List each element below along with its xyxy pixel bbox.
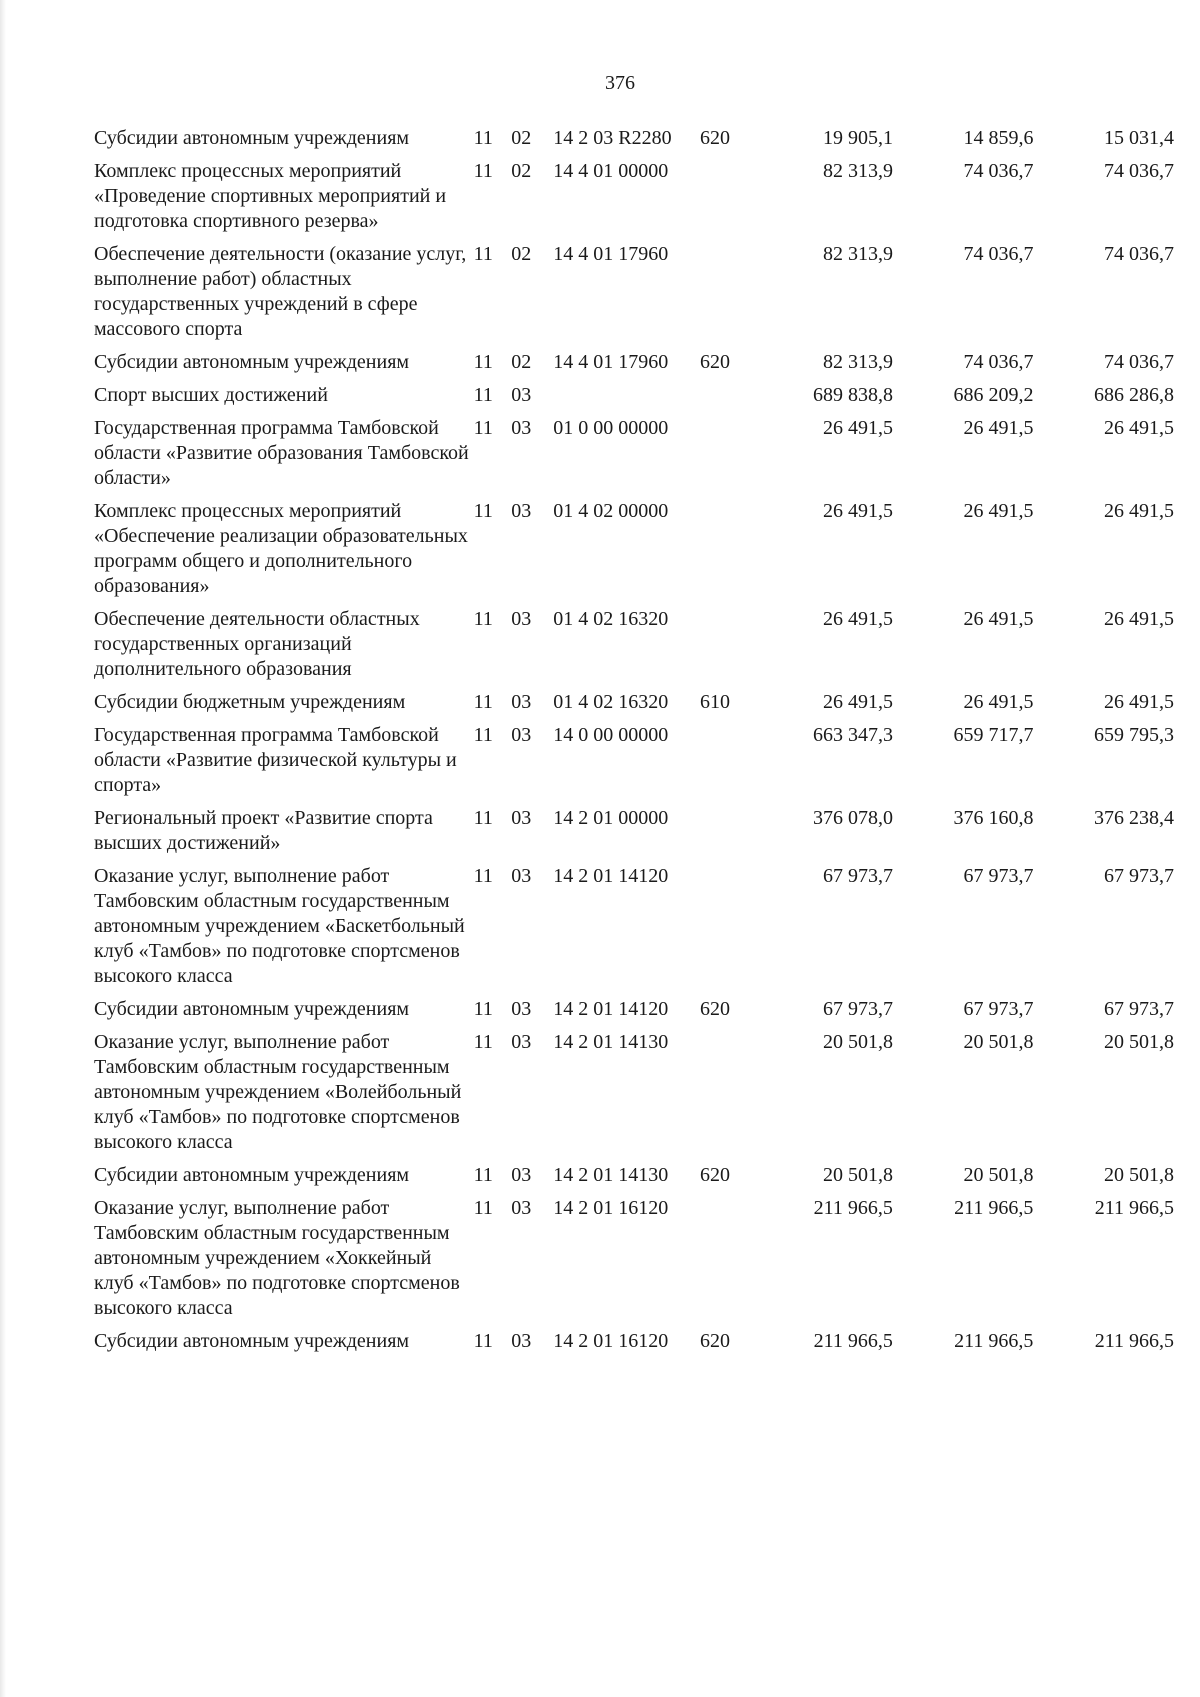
- row-target-code: 14 2 01 14130: [553, 1164, 669, 1186]
- row-target-code: 14 4 01 00000: [553, 160, 669, 182]
- row-value-year-3: 74 036,7: [1104, 243, 1174, 265]
- row-target-code: 14 2 01 14130: [553, 1031, 669, 1053]
- row-name: Оказание услуг, выполнение работ Тамбовским областным государственным автономным учреждением «Хоккейный клуб «Тамбов» по подготовке спортсменов высокого класса: [94, 1197, 460, 1319]
- table-row: [94, 242, 1174, 350]
- row-name: Комплекс процессных мероприятий «Обеспечение реализации образовательных программ общего и дополнительного образования»: [94, 500, 468, 597]
- row-value-year-3: 20 501,8: [1104, 1164, 1174, 1186]
- row-value-year-2: 74 036,7: [963, 243, 1034, 265]
- table-row: [94, 1163, 1174, 1196]
- row-podrazdel: 03: [511, 1197, 532, 1219]
- row-value-year-1: 67 973,7: [822, 865, 893, 887]
- row-razdel: 11: [473, 998, 493, 1020]
- row-razdel: 11: [473, 1031, 493, 1053]
- row-target-code: 14 2 01 16120: [553, 1330, 669, 1352]
- row-razdel: 11: [473, 243, 493, 265]
- row-razdel: 11: [473, 1330, 493, 1352]
- row-value-year-2: 376 160,8: [953, 807, 1034, 829]
- row-target-code: 14 2 01 14120: [553, 998, 669, 1020]
- row-value-year-2: 74 036,7: [963, 160, 1034, 182]
- row-name: Субсидии автономным учреждениям: [94, 1330, 410, 1352]
- row-value-year-3: 74 036,7: [1104, 160, 1174, 182]
- row-value-year-2: 659 717,7: [953, 724, 1034, 746]
- table-row: [94, 1329, 1174, 1362]
- row-razdel: 11: [473, 417, 493, 439]
- row-podrazdel: 03: [511, 1031, 532, 1053]
- row-name: Субсидии автономным учреждениям: [94, 127, 410, 149]
- row-name: Региональный проект «Развитие спорта высших достижений»: [94, 807, 433, 854]
- row-razdel: 11: [473, 724, 493, 746]
- row-value-year-2: 14 859,6: [963, 127, 1034, 149]
- row-target-code: 01 0 00 00000: [553, 417, 669, 439]
- row-target-code: 14 0 00 00000: [553, 724, 669, 746]
- table-row: [94, 159, 1174, 242]
- row-podrazdel: 03: [511, 724, 532, 746]
- row-value-year-2: 67 973,7: [963, 998, 1034, 1020]
- row-razdel: 11: [473, 384, 493, 406]
- table-row: [94, 607, 1174, 690]
- row-value-year-2: 26 491,5: [963, 500, 1034, 522]
- row-value-year-2: 26 491,5: [963, 608, 1034, 630]
- row-value-year-2: 26 491,5: [963, 691, 1034, 713]
- row-value-year-1: 26 491,5: [822, 500, 893, 522]
- row-razdel: 11: [473, 608, 493, 630]
- row-target-code: 14 2 03 R2280: [553, 127, 672, 149]
- table-row: [94, 690, 1174, 723]
- row-podrazdel: 03: [511, 807, 532, 829]
- row-value-year-2: 211 966,5: [954, 1330, 1034, 1352]
- row-expense-type: 610: [700, 691, 731, 713]
- row-value-year-3: 211 966,5: [1094, 1330, 1174, 1352]
- row-razdel: 11: [473, 160, 493, 182]
- row-target-code: 01 4 02 16320: [553, 608, 669, 630]
- row-value-year-2: 67 973,7: [963, 865, 1034, 887]
- row-value-year-1: 20 501,8: [822, 1031, 893, 1053]
- row-podrazdel: 02: [511, 351, 532, 373]
- table-row: [94, 864, 1174, 997]
- row-name: Комплекс процессных мероприятий «Проведение спортивных мероприятий и подготовка спортивного резерва»: [94, 160, 447, 232]
- row-value-year-3: 26 491,5: [1104, 608, 1174, 630]
- row-razdel: 11: [473, 500, 493, 522]
- row-podrazdel: 03: [511, 1330, 532, 1352]
- row-razdel: 11: [473, 691, 493, 713]
- row-expense-type: [700, 806, 752, 864]
- budget-table-body: [94, 126, 1174, 1362]
- row-podrazdel: 02: [511, 160, 532, 182]
- table-row: [94, 126, 1174, 159]
- row-target-code: 01 4 02 00000: [553, 500, 669, 522]
- row-podrazdel: 02: [511, 243, 532, 265]
- row-target-code: 14 2 01 00000: [553, 807, 669, 829]
- row-value-year-1: 663 347,3: [812, 724, 893, 746]
- row-value-year-1: 82 313,9: [822, 243, 893, 265]
- row-expense-type: 620: [700, 127, 731, 149]
- row-expense-type: 620: [700, 1330, 731, 1352]
- row-value-year-3: 26 491,5: [1104, 691, 1174, 713]
- row-expense-type: [700, 607, 752, 690]
- table-row: [94, 499, 1174, 607]
- row-expense-type: [700, 499, 752, 607]
- row-value-year-1: 689 838,8: [812, 384, 893, 406]
- row-name: Субсидии автономным учреждениям: [94, 351, 410, 373]
- row-razdel: 11: [473, 127, 493, 149]
- row-expense-type: [700, 242, 752, 350]
- row-value-year-3: 20 501,8: [1104, 1031, 1174, 1053]
- table-row: [94, 1196, 1174, 1329]
- row-podrazdel: 03: [511, 417, 532, 439]
- row-value-year-1: 82 313,9: [822, 160, 893, 182]
- row-podrazdel: 03: [511, 384, 532, 406]
- row-name: Субсидии бюджетным учреждениям: [94, 691, 406, 713]
- row-expense-type: 620: [700, 351, 731, 373]
- row-podrazdel: 03: [511, 608, 532, 630]
- row-podrazdel: 03: [511, 1164, 532, 1186]
- row-podrazdel: 03: [511, 691, 532, 713]
- table-row: [94, 350, 1174, 383]
- row-expense-type: [700, 1030, 752, 1163]
- row-value-year-2: 20 501,8: [963, 1031, 1034, 1053]
- row-expense-type: [700, 864, 752, 997]
- row-value-year-1: 26 491,5: [822, 691, 893, 713]
- row-value-year-3: 26 491,5: [1104, 417, 1174, 439]
- row-podrazdel: 03: [511, 998, 532, 1020]
- row-razdel: 11: [473, 807, 493, 829]
- row-expense-type: [700, 383, 752, 416]
- row-name: Оказание услуг, выполнение работ Тамбовским областным государственным автономным учреждением «Баскетбольный клуб «Тамбов» по подготовке спортсменов высокого класса: [94, 865, 465, 987]
- row-value-year-3: 15 031,4: [1104, 127, 1174, 149]
- row-value-year-2: 686 209,2: [953, 384, 1034, 406]
- row-target-code: 14 4 01 17960: [553, 243, 669, 265]
- row-name: Обеспечение деятельности областных государственных организаций дополнительного образования: [94, 608, 420, 680]
- row-expense-type: 620: [700, 1164, 731, 1186]
- row-value-year-2: 26 491,5: [963, 417, 1034, 439]
- row-value-year-1: 20 501,8: [822, 1164, 893, 1186]
- row-value-year-2: 211 966,5: [954, 1197, 1034, 1219]
- row-razdel: 11: [473, 351, 493, 373]
- row-value-year-3: 686 286,8: [1094, 384, 1174, 406]
- row-target-code: 14 2 01 16120: [553, 1197, 669, 1219]
- row-name: Субсидии автономным учреждениям: [94, 1164, 410, 1186]
- budget-table: [94, 126, 1174, 1362]
- row-name: Спорт высших достижений: [94, 384, 328, 406]
- row-name: Субсидии автономным учреждениям: [94, 998, 410, 1020]
- row-value-year-2: 74 036,7: [963, 351, 1034, 373]
- row-podrazdel: 03: [511, 865, 532, 887]
- row-value-year-1: 19 905,1: [822, 127, 893, 149]
- table-row: [94, 723, 1174, 806]
- row-value-year-1: 211 966,5: [813, 1330, 893, 1352]
- row-name: Государственная программа Тамбовской области «Развитие физической культуры и спорта»: [94, 724, 457, 796]
- row-value-year-3: 67 973,7: [1104, 865, 1174, 887]
- row-value-year-1: 67 973,7: [822, 998, 893, 1020]
- row-expense-type: [700, 1196, 752, 1329]
- row-razdel: 11: [473, 1164, 493, 1186]
- row-value-year-1: 26 491,5: [822, 417, 893, 439]
- row-value-year-1: 26 491,5: [822, 608, 893, 630]
- row-expense-type: [700, 416, 752, 499]
- row-value-year-3: 67 973,7: [1104, 998, 1174, 1020]
- row-value-year-1: 211 966,5: [813, 1197, 893, 1219]
- row-target-code: 01 4 02 16320: [553, 691, 669, 713]
- row-value-year-3: 74 036,7: [1104, 351, 1174, 373]
- row-razdel: 11: [473, 1197, 493, 1219]
- row-name: Государственная программа Тамбовской области «Развитие образования Тамбовской области»: [94, 417, 469, 489]
- row-value-year-1: 376 078,0: [812, 807, 893, 829]
- page-number: 376: [605, 72, 635, 94]
- row-expense-type: [700, 159, 752, 242]
- row-expense-type: [700, 723, 752, 806]
- row-value-year-3: 26 491,5: [1104, 500, 1174, 522]
- table-row: [94, 1030, 1174, 1163]
- row-value-year-2: 20 501,8: [963, 1164, 1034, 1186]
- row-expense-type: 620: [700, 998, 731, 1020]
- table-row: [94, 383, 1174, 416]
- scan-edge: [0, 0, 6, 1697]
- row-value-year-3: 659 795,3: [1094, 724, 1174, 746]
- table-row: [94, 997, 1174, 1030]
- row-razdel: 11: [473, 865, 493, 887]
- row-name: Оказание услуг, выполнение работ Тамбовским областным государственным автономным учреждением «Волейбольный клуб «Тамбов» по подготовке спортсменов высокого класса: [94, 1031, 462, 1153]
- row-value-year-1: 82 313,9: [822, 351, 893, 373]
- row-target-code: 14 4 01 17960: [553, 351, 669, 373]
- row-target-code: 14 2 01 14120: [553, 865, 669, 887]
- row-target-code: [553, 383, 700, 416]
- row-podrazdel: 02: [511, 127, 532, 149]
- row-podrazdel: 03: [511, 500, 532, 522]
- table-row: [94, 416, 1174, 499]
- row-name: Обеспечение деятельности (оказание услуг, выполнение работ) областных государственных учреждений в сфере массового спорта: [94, 243, 467, 340]
- row-value-year-3: 376 238,4: [1094, 807, 1174, 829]
- table-row: [94, 806, 1174, 864]
- row-value-year-3: 211 966,5: [1094, 1197, 1174, 1219]
